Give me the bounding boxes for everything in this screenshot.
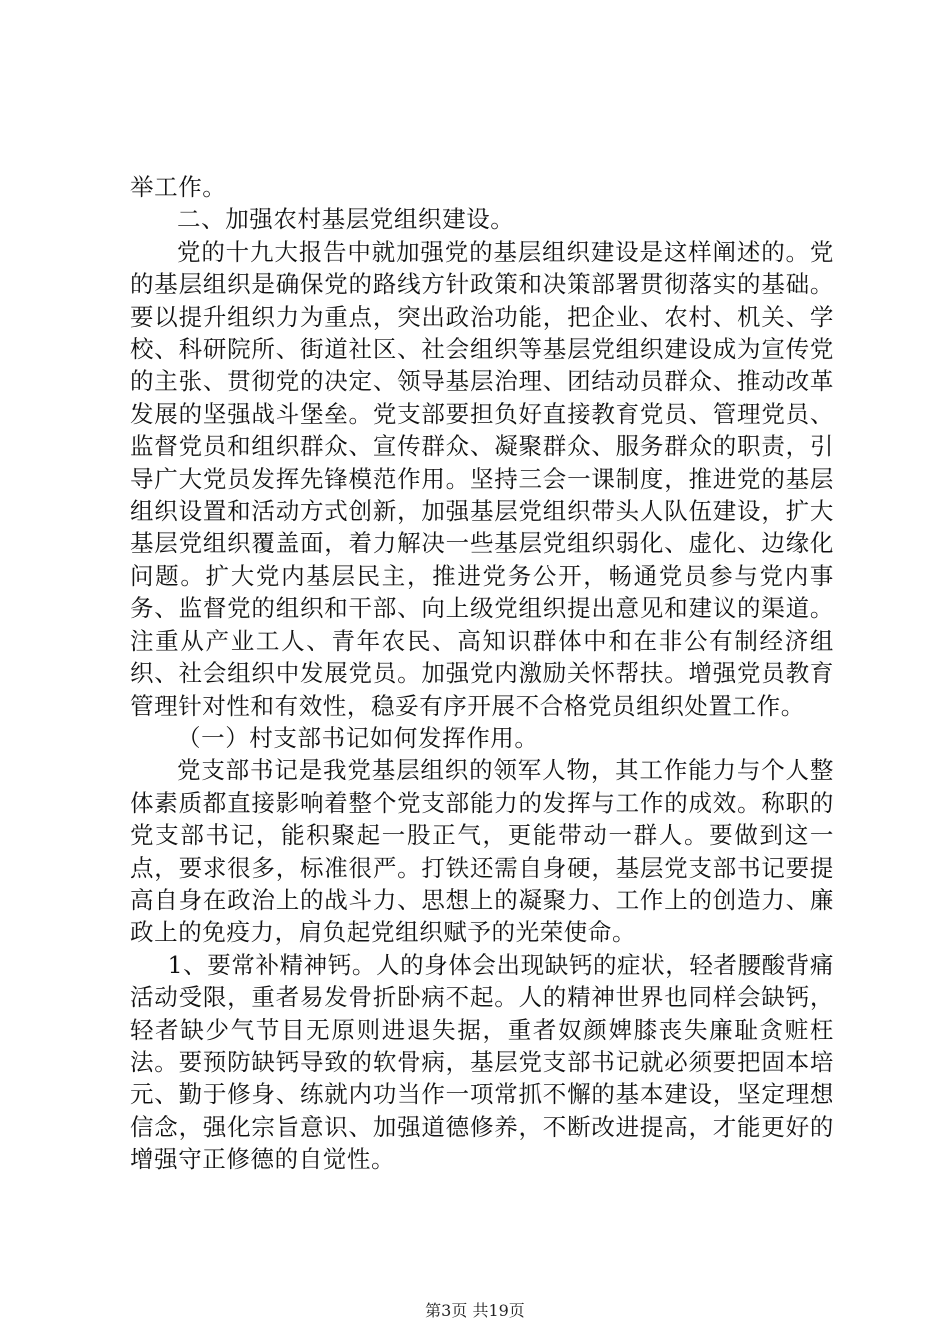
paragraph-continuation: 举工作。 <box>130 173 227 201</box>
section-heading: 二、加强农村基层党组织建设。 <box>177 205 515 234</box>
paragraph: 党支部书记是我党基层组织的领军人物，其工作能力与个人整体素质都直接影响着整个党支部能力的发挥与工作的成效。称职的党支部书记，能积聚起一股正气，更能带动一群人。要做到这一点，要求很多，标准很严。打铁还需自身硬，基层党支部书记要提高自身在政治上的战斗力、思想上的凝聚力、工作上的创造力、廉政上的免疫力，肩负起党组织赋予的光荣使命。 <box>130 756 834 947</box>
body-text <box>130 171 834 1176</box>
paragraph: 1、要常补精神钙。人的身体会出现缺钙的症状，轻者腰酸背痛活动受限，重者易发骨折卧病不起。人的精神世界也同样会缺钙，轻者缺少气节目无原则进退失据，重者奴颜婢膝丧失廉耻贪赃枉法。要预防缺钙导致的软骨病，基层党支部书记就必须要把固本培元、勤于修身、练就内功当作一项常抓不懈的基本建设，坚定理想信念，强化宗旨意识、加强道德修养，不断改进提高，才能更好的增强守正修德的自觉性。 <box>130 950 834 1174</box>
paragraph: 党的十九大报告中就加强党的基层组织建设是这样阐述的。党的基层组织是确保党的路线方针政策和决策部署贯彻落实的基础。要以提升组织力为重点，突出政治功能，把企业、农村、机关、学校、科研院所、街道社区、社会组织等基层党组织建设成为宣传党的主张、贯彻党的决定、领导基层治理、团结动员群众、推动改革发展的坚强战斗堡垒。党支部要担负好直接教育党员、管理党员、监督党员和组织群众、宣传群众、凝聚群众、服务群众的职责，引导广大党员发挥先锋模范作用。坚持三会一课制度，推进党的基层组织设置和活动方式创新，加强基层党组织带头人队伍建设，扩大基层党组织覆盖面，着力解决一些基层党组织弱化、虚化、边缘化问题。扩大党内基层民主，推进党务公开，畅通党员参与党内事务、监督党的组织和干部、向上级党组织提出意见和建议的渠道。注重从产业工人、青年农民、高知识群体中和在非公有制经济组织、社会组织中发展党员。加强党内激励关怀帮扶。增强党员教育管理针对性和有效性，稳妥有序开展不合格党员组织处置工作。 <box>130 237 834 720</box>
page-footer: 第3页 共19页 <box>425 1301 525 1320</box>
subsection-heading: （一）村支部书记如何发挥作用。 <box>177 723 539 752</box>
